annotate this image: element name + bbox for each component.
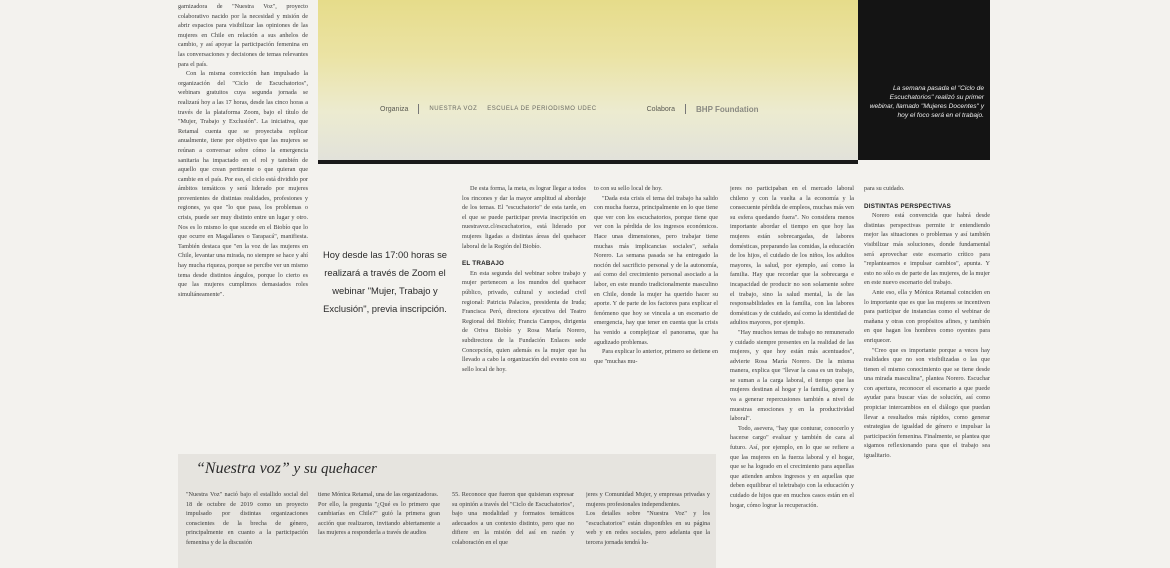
paragraph: "Creo que es importante porque a veces hay realidades que no son visibilizadas o las que tienen el mismo conocimiento que se tiene desde una mirada masculina", plantea Norero. Escuchar con apertura, reconocer el escenario a que puede ayudar para buscar vías de solución, así como propiciar intercambios en el diálogo que puedan llevar a resultados más rápidos, como generar estrategias de igualdad de género e impulsar la participación femenina. Finalmente, se plantea que sigamos reflexionando para que el trabajo sea igualitario.	[864, 346, 990, 460]
pull-quote: Hoy desde las 17:00 horas se realizará a través de Zoom el webinar "Mujer, Trabajo y Exclusión", previa inscripción.	[322, 249, 448, 314]
sidebar-box-title	[196, 460, 377, 478]
bhp-foundation-logo: BHP Foundation	[696, 104, 759, 114]
divider	[685, 104, 686, 114]
paragraph: para su cuidado.	[864, 185, 905, 192]
paragraph: De esta forma, la meta, es lograr llegar a todos los rincones y dar la mayor amplitud al abordaje de los temas. El "escuchatorio" de esta tarde, en el que se puede participar previa inscripción en nuestravoz.cl/escuchatorios, está liderado por mujeres ligadas a distintas áreas del quehacer laboral de la Región del Biobío.	[462, 185, 586, 250]
event-photo	[318, 0, 858, 164]
article-column-5	[864, 184, 990, 568]
box-column-1: "Nuestra Voz" nació bajo el estallido social del 18 de octubre de 2019 como un proyecto impulsado por distintas organizaciones conscientes de la brecha de género, principalmente en cuanto a la participación femenina y de la discusión	[186, 491, 308, 546]
section-subhead: DISTINTAS PERSPECTIVAS	[864, 202, 952, 210]
udec-logo: ESCUELA DE PERIODISMO UDEC	[487, 106, 597, 112]
box-column-2: tiene Mónica Retamal, una de las organizadoras. Por ello, la pregunta "¿Qué es lo primero que cambiarías en Chile?" guió la primera gran acción que realizaron, invitando abiertamente a las mujeres a responderla a través de audios	[318, 491, 440, 537]
paragraph: Para explicar lo anterior, primero se detiene en que "muchas mu-	[594, 348, 718, 365]
paragraph: "Hay muchos temas de trabajo no remunerado y cuidado siempre presentes en la realidad de las mujeres, y que hoy están más acentuados", advierte Rosa María Norero. De la misma manera, explica que "llevar la casa es un trabajo, se suman a la carga laboral, el tiempo que las mujeres destinan al hogar y la familia, genera y va a generar repercusiones también a nivel de muestras emociones y en la productividad laboral".	[730, 328, 854, 423]
organiza-label: Organiza	[380, 105, 409, 113]
article-column-4	[730, 184, 854, 568]
colabora-label: Colabora	[646, 105, 676, 113]
paragraph: garnizadora de "Nuestra Voz", proyecto colaborativo nacido por la necesidad y misión de abrir espacios para visibilizar las opiniones de las mujeres en Chile en relación a sus anhelos de cambio, y así apoyar la participación femenina en las conversaciones y decisiones de temas relevantes para el país.	[178, 3, 308, 68]
paragraph: Todo, asevera, "hay que conturar, conocerlo y hacerse cargo" evaluar y también de cara al futuro. Así, por ejemplo, en lo que se refiere a que las mujeres en la fuerza laboral y el hogar, que se ha logrado en el crecimiento para aquellas que atienden ambos ingresos y en aquellas que deben equilibrar el teletrabajo con la educación y cuidado de hijos que en muchos casos están en el hogar, cómo lograr la recuperación.	[730, 424, 854, 509]
title-quote: “Nuestra voz”	[196, 460, 290, 477]
photo-caption: La semana pasada el "Ciclo de Escuchatorios" realizó su primer webinar, llamado "Mujeres Docentes" y hoy el foco será en el trabajo.	[869, 85, 984, 119]
article-column-2	[462, 184, 586, 439]
paragraph: "Dada esta crisis el tema del trabajo ha salido con mucha fuerza, principalmente en lo que tiene que ver con los escuchatorios, porque tiene que ver con la pérdida de los ingresos económicos. Hace unas dimensiones, pero trabajar tiene muchas más implicancias sociales", señala Norero. La semana pasada se ha entregado la noción del sacrificio personal y de la autonomía, así como del crecimiento personal asociado a la labor, en este mundo tradicionalmente masculino en Chile, donde la mujer ha querido hacer su aporte. Y de parte de los factores para explicar el fenómeno que hoy se vincula a un escenario de emergencia, hay que tener en cuenta que la crisis ha venido a complejizar el panorama, que ha agudizado problemas.	[594, 194, 718, 346]
nuestra-voz-logo: NUESTRA VOZ	[429, 106, 478, 112]
box-column-3: 55. Reconoce que fueron que quisieran expresar su opinión a través del "Ciclo de Escuchatorios", bajo una modalidad y formatos temáticos adecuados a un contexto distinto, pero que no difiere en la misión del así en razón y colaboración en el que	[452, 491, 574, 546]
paragraph: Norero está convencida que habrá desde distintas perspectivas permite ir entendiendo mejor las situaciones o problemas y así también visibilizar más soluciones, donde fundamental será aprovechar este escenario crítico para "replantearnos e impulsar cambios", apunta. Y esto no sólo es de parte de las mujeres, de la mujer en este nuevo escenario del trabajo.	[864, 212, 990, 287]
article-column-3	[594, 184, 718, 439]
paragraph: En esta segunda del webinar sobre trabajo y mujer pertenecen a los mundos del quehacer público, privado, cultural y sociedad civil regional: Patricia Palacios, presidenta de Iruda; Francisca Peró, directora ejecutiva del Teatro Regional del Biobío; Francia Campos, dirigenta de Oriva Biobío y Rosa María Norero, subdirectora de la Fundación Enlaces sede Concepción, quien además es la mujer que ha llevado a cabo la organización del evento con su sello local de hoy.	[462, 269, 586, 373]
paragraph: jeres no participaban en el mercado laboral chileno y con la vuelta a la economía y la consecuente pérdida de empleos, muchas más ven su esfera quedando fuera". No considera menos importante abordar el tiempo en que hoy las mujeres están sobrecargadas, de labores domésticas, preparando las comidas, la educación de los hijos, el cuidado de los niños, los adultos mayores, la salud, por ejemplo, así como la familia. Hay que recordar que la sobrecarga e incapacidad de producir no son solamente sobre el trabajo, sino la salud mental, la de las responsabilidades en la familia, con las labores domésticas y de cuidado, así como la identidad de adultos mayores, por ejemplo.	[730, 185, 854, 327]
paragraph: to con su sello local de hoy.	[594, 185, 663, 192]
photo-logo-strip	[380, 102, 759, 116]
paragraph: Ante eso, ella y Mónica Retamal coinciden en lo importante que es que las mujeres se incentiven para participar de instancias como el webinar de mañana y otras con propósitos afines, y también en que hagan los hombres como oyentes para enriquecer.	[864, 288, 990, 344]
paragraph: Con la misma convicción han impulsado la organización del "Ciclo de Escuchatorios", webinars gratuitos cuya segunda jornada se realizará hoy a las 17 horas, desde las cinco horas a través de la plataforma Zoom, bajo el título de "Mujer, Trabajo y Exclusión". La iniciativa, que Retamal cuenta que se proyectaba replicar anualmente, tiene por objetivo que las mujeres se reúnan a conversar sobre cómo la emergencia sanitaria ha impactado en el rol y también de aquello que crean pertinente o que quieran que cambie en el país. Por eso, el ciclo está dividido por ámbitos temáticos y será liderado por mujeres provenientes de distintas realidades, profesiones y regiones, ya que "lo que pasa, los problemas o crisis, puede ser muy distinto entre un lugar y otro. Nos es lo mismo lo que sucede en el Biobío que lo que ocurre en Magallanes o Tarapacá", manifiesta. También destaca que "en la voz de las mujeres en Chile, levantar una mirada, no siempre se hace y ahí hay mucha riqueza, porque se percibe ver un mismo tema desde distintos ángulos, porque lo cierto es que las mujeres cumplimos demasiados roles simultáneamente".	[178, 70, 308, 298]
title-tail: y su quehacer	[289, 461, 377, 477]
box-column-4: jeres y Comunidad Mujer, y empresas privadas y mujeres profesionales independientes. Los detalles sobre "Nuestra Voz" y los "escuchatorios" están disponibles en su página web y en redes sociales, pero adelanta que la tercera jornada tendrá lu-	[586, 491, 710, 546]
section-subhead: EL TRABAJO	[462, 260, 505, 268]
article-column-1	[178, 2, 308, 432]
divider	[418, 104, 419, 114]
